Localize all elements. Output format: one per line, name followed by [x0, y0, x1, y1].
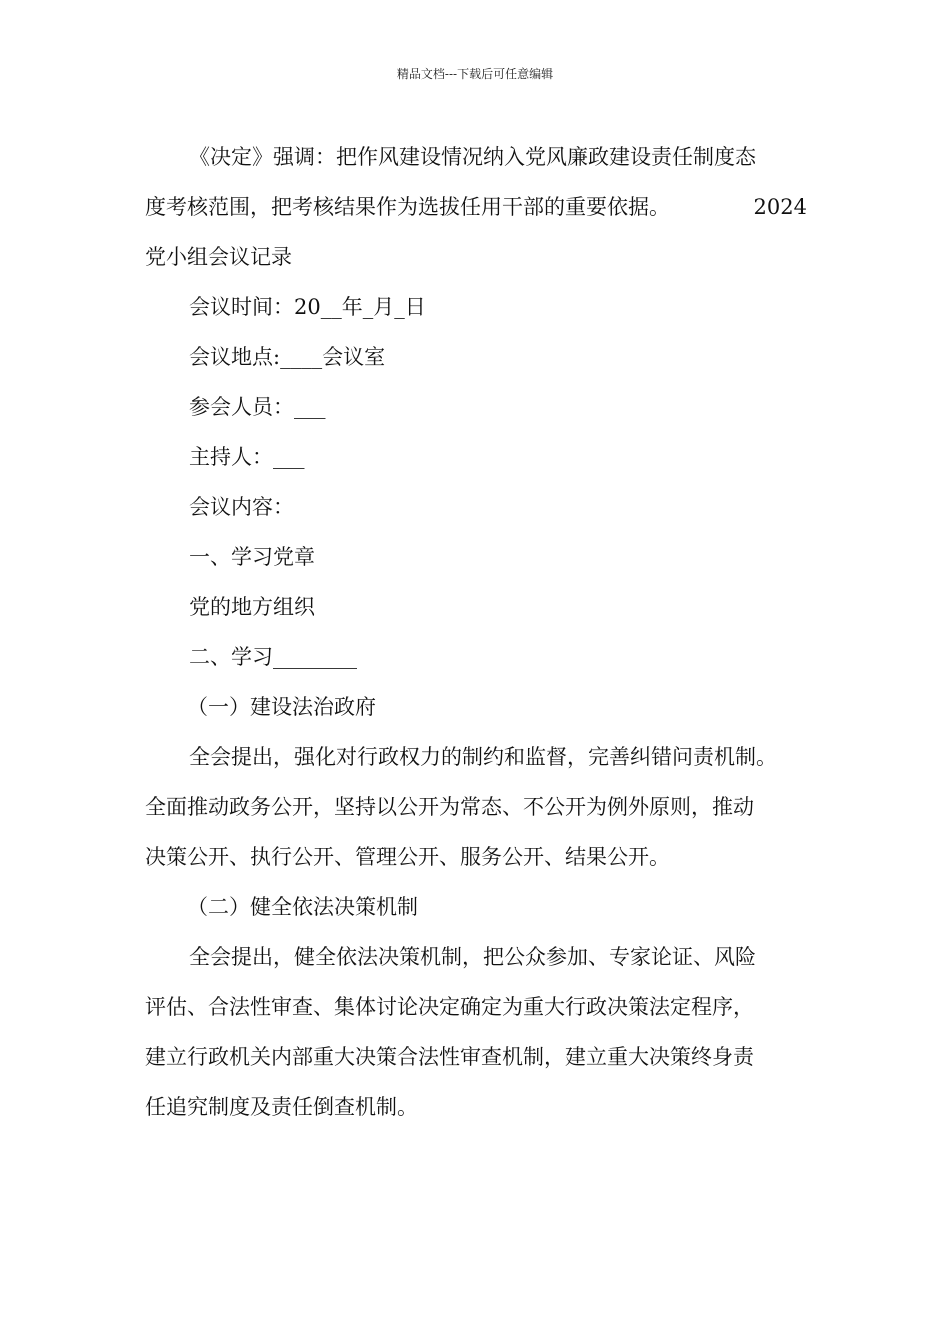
text-segment: 度考核范围，把考核结果作为选拔任用干部的重要依据。 [145, 195, 670, 219]
section-heading: 一、学习党章 [189, 545, 315, 569]
document-body [145, 132, 807, 1132]
subsection-heading: （二）健全依法决策机制 [187, 895, 418, 919]
paragraph-line: 建立行政机关内部重大决策合法性审查机制，建立重大决策终身责 [145, 1045, 754, 1069]
year-text: 2024 [753, 195, 807, 219]
subsection-heading: （一）建设法治政府 [187, 695, 376, 719]
paragraph-line: 全会提出，健全依法决策机制，把公众参加、专家论证、风险 [189, 945, 756, 969]
page-header: 精品文档---下载后可任意编辑 [396, 67, 554, 81]
meeting-content-label: 会议内容： [189, 495, 294, 519]
paragraph-line: 决策公开、执行公开、管理公开、服务公开、结果公开。 [145, 845, 670, 869]
paragraph-line: 任追究制度及责任倒查机制。 [145, 1095, 418, 1119]
paragraph-line: 评估、合法性审查、集体讨论决定确定为重大行政决策法定程序， [145, 995, 754, 1019]
document-title: 党小组会议记录 [145, 245, 292, 269]
paragraph-line: 《决定》强调：把作风建设情况纳入党风廉政建设责任制度态 [189, 145, 756, 169]
paragraph-line [145, 182, 807, 232]
meeting-time: 会议时间：20__年_月_日 [189, 295, 426, 319]
section-subtitle: 党的地方组织 [189, 595, 315, 619]
meeting-attendees: 参会人员：___ [189, 395, 326, 419]
meeting-host: 主持人：___ [189, 445, 305, 469]
meeting-location: 会议地点:____会议室 [189, 345, 386, 369]
section-heading: 二、学习________ [189, 645, 357, 669]
paragraph-line: 全会提出，强化对行政权力的制约和监督，完善纠错问责机制。 [189, 745, 777, 769]
paragraph-line: 全面推动政务公开，坚持以公开为常态、不公开为例外原则，推动 [145, 795, 754, 819]
